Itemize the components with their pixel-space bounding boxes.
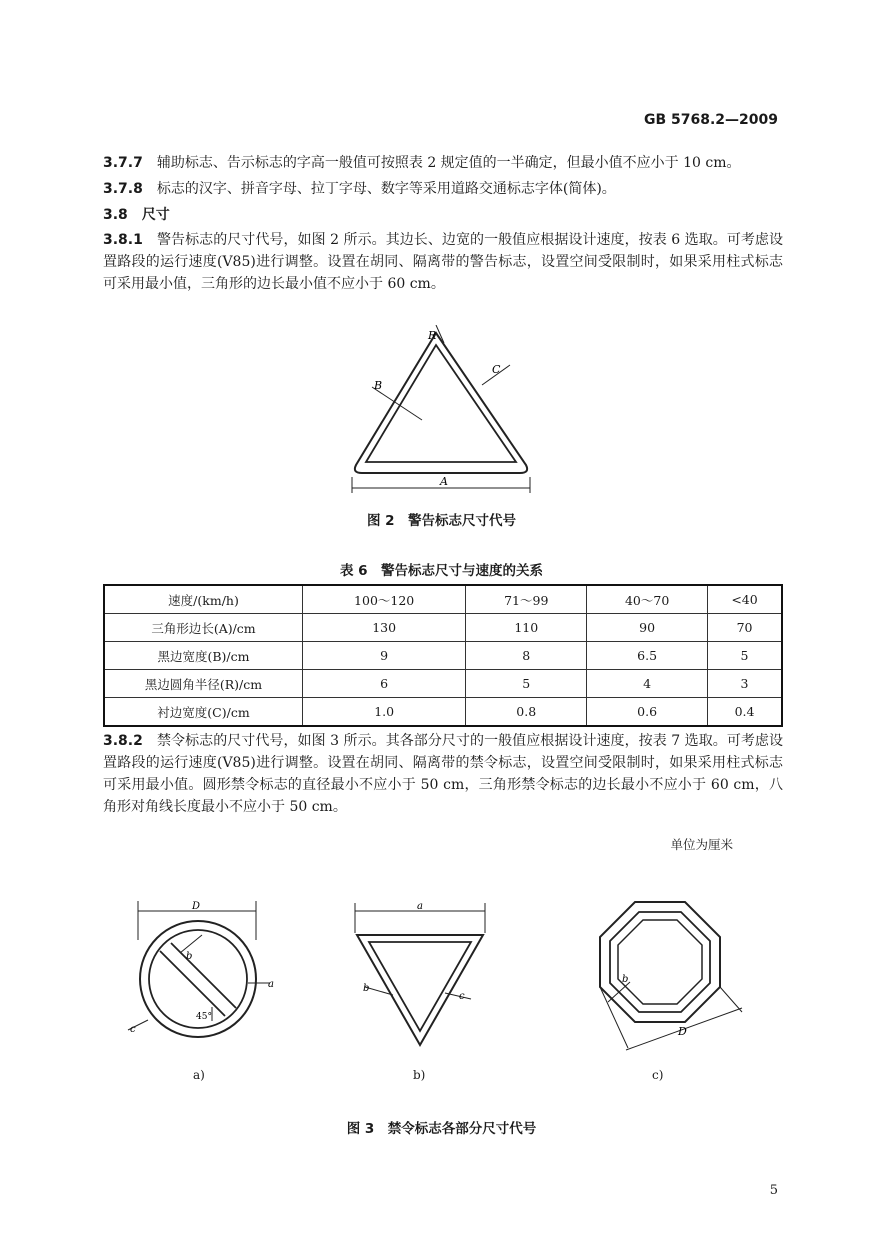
table-cell: 6 bbox=[303, 670, 466, 698]
section-title: 尺寸 bbox=[141, 207, 170, 223]
table-cell: 90 bbox=[587, 614, 708, 642]
table-cell: 0.8 bbox=[466, 698, 587, 727]
clause-number: 3.7.7 bbox=[103, 155, 143, 171]
table-6 bbox=[103, 584, 783, 727]
figure-2-warning-triangle bbox=[340, 325, 550, 495]
row-label: 衬边宽度(C)/cm bbox=[104, 698, 303, 727]
figure-3b-inverted-triangle-sign bbox=[345, 895, 495, 1055]
label-d: D bbox=[192, 901, 201, 912]
clause-text: 禁令标志的尺寸代号，如图 3 所示。其各部分尺寸的一般值应根据设计速度，按表 7 选取。可考虑设置路段的运行速度(V85)进行调整。设置在胡同、隔离带的禁令标志，设置空间受限制时，如果采用柱式标志可采用最小值。圆形禁令标志的直径最小不应小于 50 cm，三角形禁令标志的边长最小不应小于 60 cm，八角形对角线长度最小不应小于 50 cm。 bbox=[103, 733, 783, 815]
table-cell: 70 bbox=[708, 614, 782, 642]
label-oct-d: D bbox=[678, 1025, 687, 1038]
standard-number: GB 5768.2—2009 bbox=[643, 112, 778, 128]
clause-number: 3.7.8 bbox=[103, 181, 143, 197]
paragraph-3-7-7 bbox=[103, 152, 783, 174]
header-cell: <40 bbox=[708, 585, 782, 614]
clause-text: 标志的汉字、拼音字母、拉丁字母、数字等采用道路交通标志字体(简体)。 bbox=[156, 181, 616, 197]
table-row bbox=[104, 698, 782, 727]
header-cell: 速度/(km/h) bbox=[104, 585, 303, 614]
paragraph-3-8-1 bbox=[103, 229, 783, 295]
table-row bbox=[104, 642, 782, 670]
table-6-caption: 表 6 警告标志尺寸与速度的关系 bbox=[339, 563, 544, 579]
clause-text: 警告标志的尺寸代号，如图 2 所示。其边长、边宽的一般值应根据设计速度，按表 6 选取。可考虑设置路段的运行速度(V85)进行调整。设置在胡同、隔离带的警告标志，设置空间受限制时，如果采用柱式标志可采用最小值，三角形的边长最小值不应小于 60 cm。 bbox=[103, 232, 783, 292]
clause-number: 3.8.2 bbox=[103, 733, 143, 749]
sub-caption-b: b) bbox=[413, 1068, 426, 1082]
table-cell: 9 bbox=[303, 642, 466, 670]
table-cell: 4 bbox=[587, 670, 708, 698]
section-3-8-heading bbox=[103, 204, 170, 224]
header-cell: 71～99 bbox=[466, 585, 587, 614]
label-tri-b: b bbox=[363, 983, 370, 994]
table-cell: 110 bbox=[466, 614, 587, 642]
label-a: A bbox=[440, 475, 448, 488]
sub-caption-a: a) bbox=[193, 1068, 205, 1082]
label-tri-a: a bbox=[417, 901, 423, 912]
clause-text: 辅助标志、告示标志的字高一般值可按照表 2 规定值的一半确定，但最小值不应小于 10 cm。 bbox=[156, 155, 741, 171]
label-c: c bbox=[130, 1024, 136, 1035]
label-oct-b: b bbox=[622, 974, 629, 985]
table-cell: 0.4 bbox=[708, 698, 782, 727]
header-cell: 40～70 bbox=[587, 585, 708, 614]
label-r: R bbox=[428, 329, 437, 342]
paragraph-3-8-2 bbox=[103, 730, 783, 818]
figure-3a-circle-sign bbox=[118, 895, 288, 1045]
table-cell: 1.0 bbox=[303, 698, 466, 727]
label-angle: 45° bbox=[196, 1012, 212, 1022]
table-cell: 8 bbox=[466, 642, 587, 670]
table-cell: 0.6 bbox=[587, 698, 708, 727]
table-cell: 3 bbox=[708, 670, 782, 698]
figure-2-caption: 图 2 警告标志尺寸代号 bbox=[366, 513, 517, 529]
row-label: 三角形边长(A)/cm bbox=[104, 614, 303, 642]
table-cell: 6.5 bbox=[587, 642, 708, 670]
table-row bbox=[104, 614, 782, 642]
label-tri-c: c bbox=[459, 991, 465, 1002]
section-number: 3.8 bbox=[103, 207, 128, 223]
page-number: 5 bbox=[769, 1183, 778, 1198]
label-b: b bbox=[186, 951, 193, 962]
row-label: 黑边圆角半径(R)/cm bbox=[104, 670, 303, 698]
label-a: a bbox=[268, 979, 274, 990]
header-cell: 100～120 bbox=[303, 585, 466, 614]
figure-3c-octagon-sign bbox=[590, 890, 760, 1065]
unit-note: 单位为厘米 bbox=[670, 837, 733, 852]
table-cell: 5 bbox=[708, 642, 782, 670]
sub-caption-c: c) bbox=[652, 1068, 664, 1082]
table-header-row bbox=[104, 585, 782, 614]
label-b: B bbox=[374, 379, 383, 392]
table-row bbox=[104, 670, 782, 698]
label-c: C bbox=[492, 363, 501, 376]
paragraph-3-7-8 bbox=[103, 178, 783, 200]
row-label: 黑边宽度(B)/cm bbox=[104, 642, 303, 670]
table-cell: 130 bbox=[303, 614, 466, 642]
clause-number: 3.8.1 bbox=[103, 232, 143, 248]
table-cell: 5 bbox=[466, 670, 587, 698]
figure-3-caption: 图 3 禁令标志各部分尺寸代号 bbox=[346, 1121, 537, 1137]
